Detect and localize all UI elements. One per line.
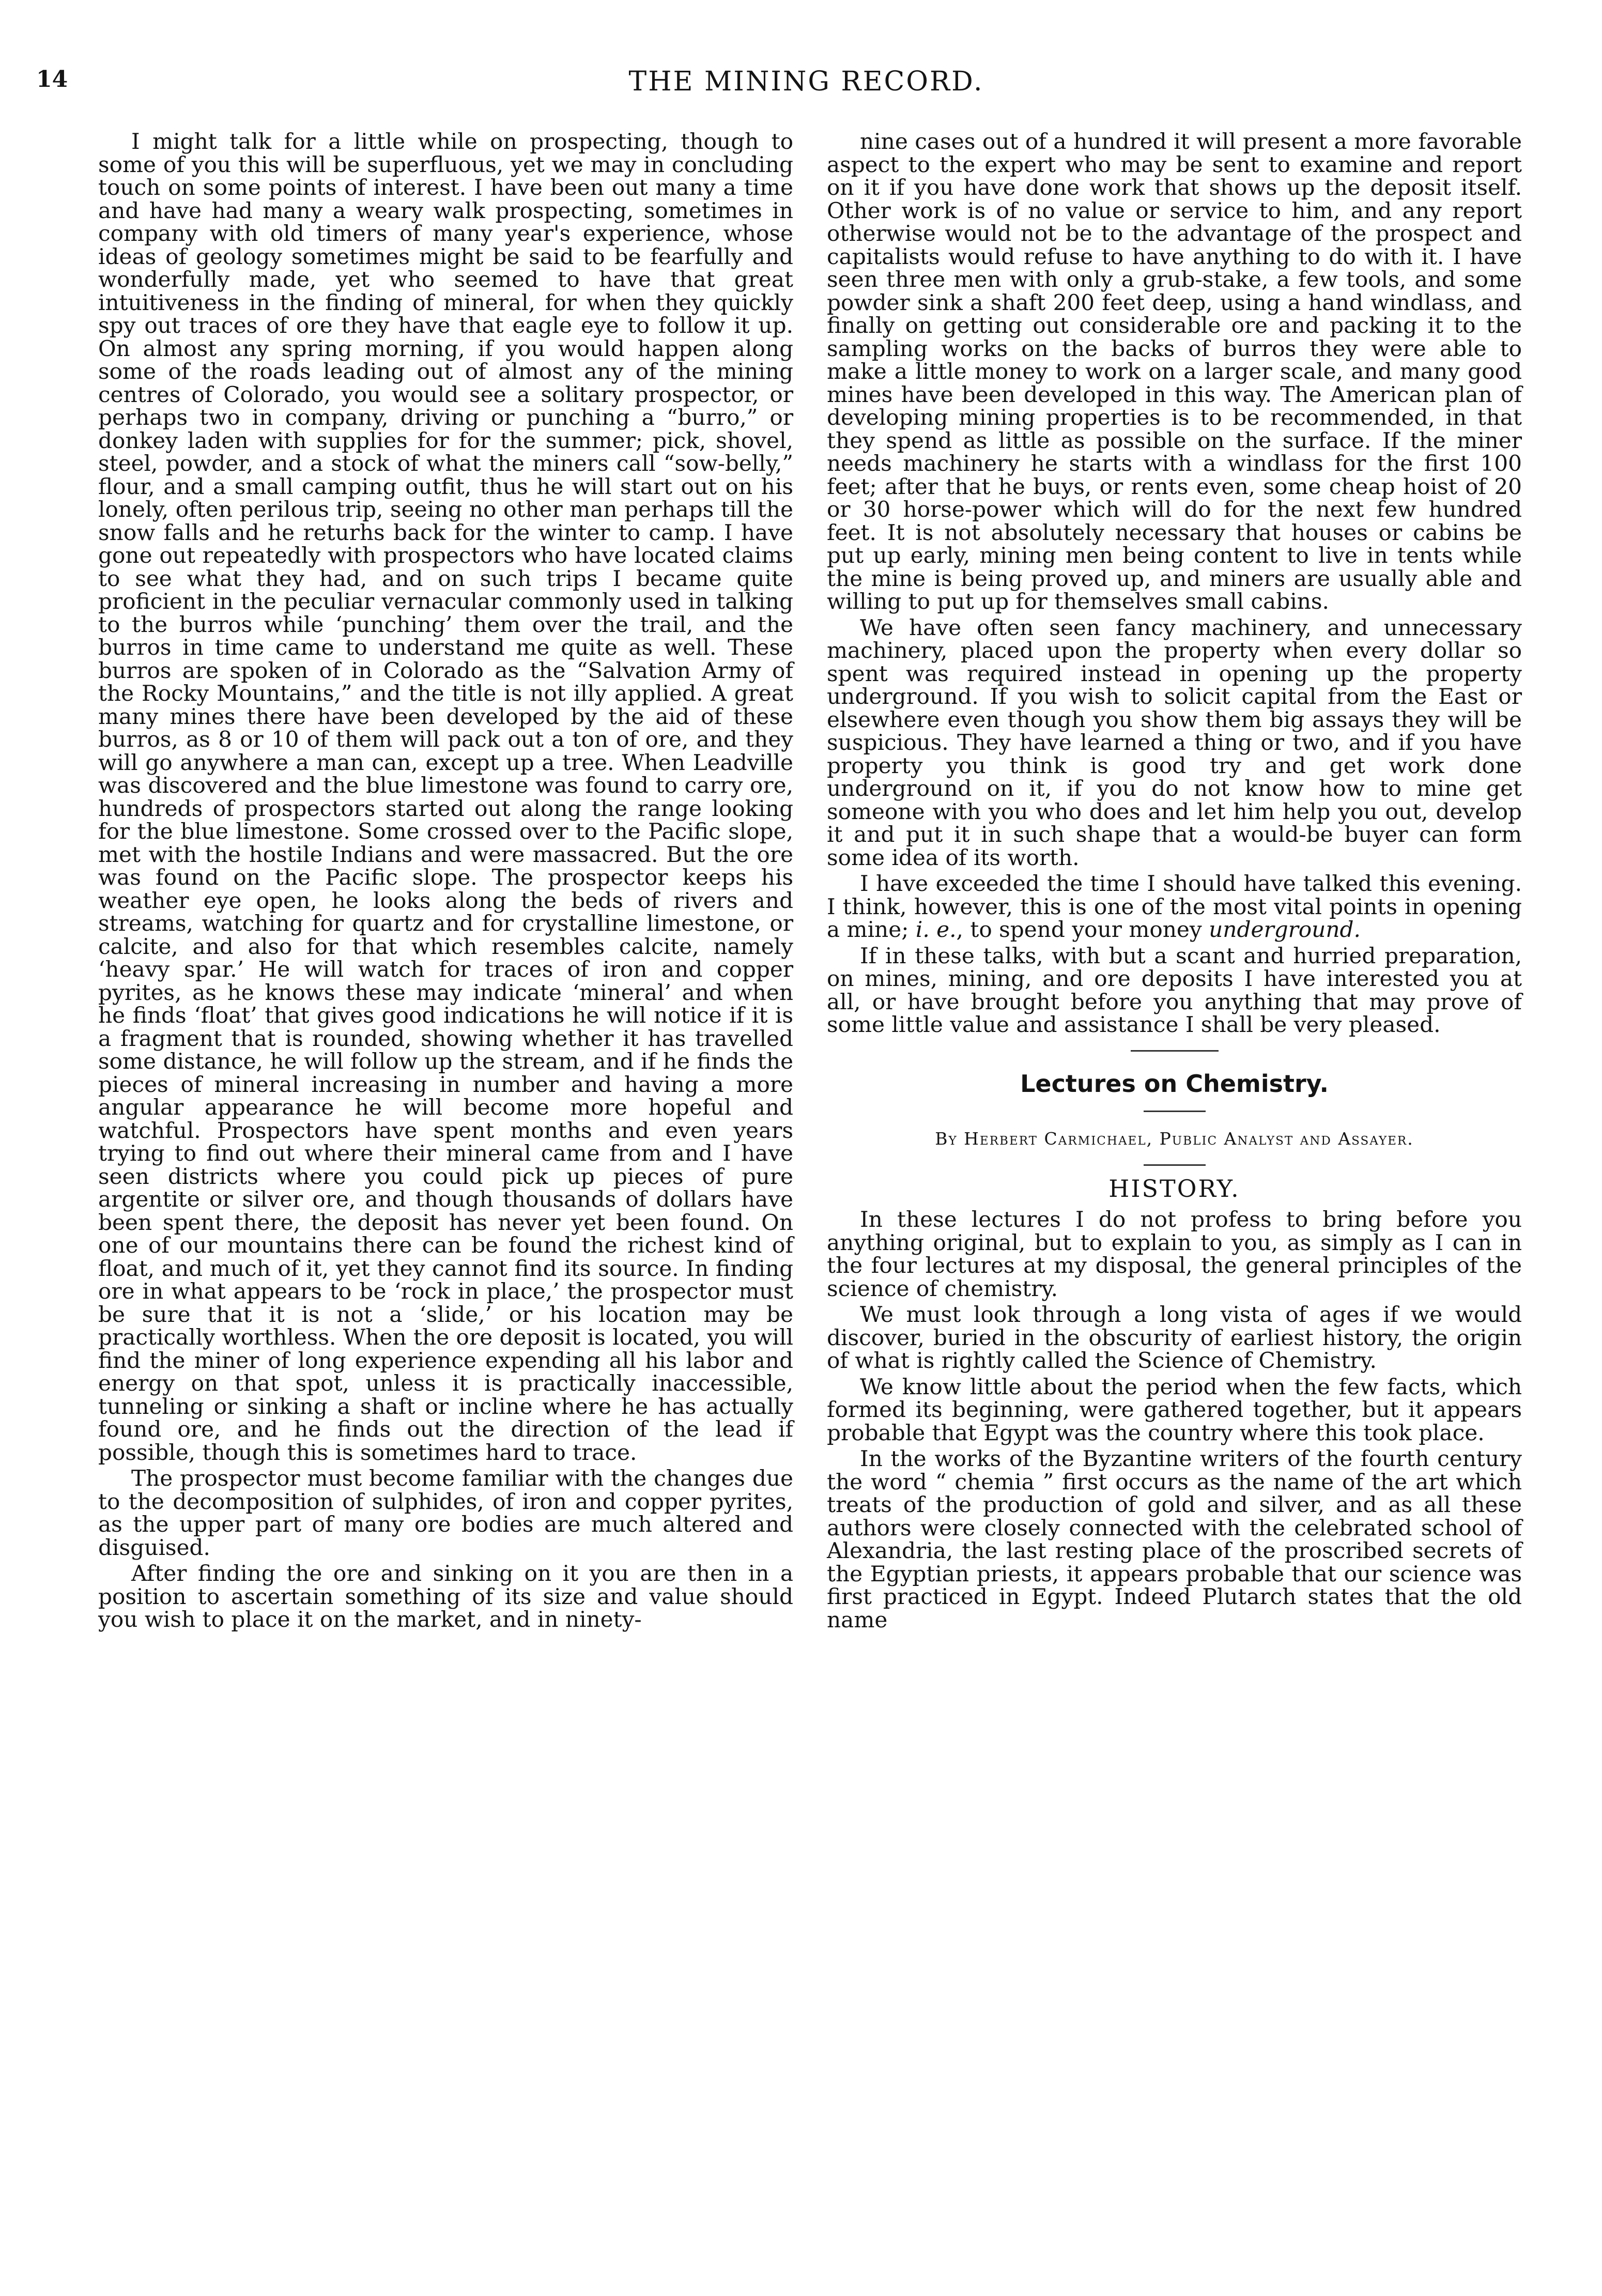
author-byline: By Herbert Carmichael, Public Analyst and Assayer. [935,1129,1414,1149]
chemistry-paragraph-vista: We must look through a long vista of ages if we would discover, buried in the obscurity of earliest history, the origin of what is rightly called the Science of Chemistry. [827,1302,1522,1373]
final-paragraph: If in these talks, with but a scant and hurried preparation, on mines, mining, and ore deposits I have interested you at all, or have brought before you anything that may prove of some little value and assistance I shall be very pleased. [827,943,1522,1037]
left-column [98,130,793,1631]
development-paragraph: nine cases out of a hundred it will present a more favorable aspect to the expert who may be sent to examine and report on it if you have done work that shows up the deposit itself. Other work is of no value or service to him, and any report otherwise would not be to the advantage of the prospect and capitalists would refuse to have anything to do with it. I have seen three men with only a grub-stake, a few tools, and some powder sink a shaft 200 feet deep, using a hand windlass, and finally on getting out considerable ore and packing it to the sampling works on the backs of burros they were able to make a little money to work on a larger scale, and many good mines have been developed in this way. The American plan of developing mining properties is to be recommended, in that they spend as little as possible on the surface. If the miner needs machinery he starts with a windlass for the first 100 feet; after that he buys, or rents even, some cheap hoist of 20 or 30 horse-power which will do for the next few hundred feet. It is not absolutely necessary that houses or cabins be put up early, mining men being content to live in tents while the mine is being proved up, and miners are usually able and willing to put up for themselves small cabins. [827,129,1522,614]
journal-title: THE MINING RECORD. [628,66,984,97]
sinking-paragraph: After finding the ore and sinking on it you are then in a position to ascertain something of its size and value should you wish to place it on the market, and in ninety- [98,1561,793,1632]
machinery-paragraph: We have often seen fancy machinery, and unnecessary machinery, placed upon the property when every dollar so spent was required instead in opening up the property underground. If you wish to solicit capital from the East or elsewhere even though you show them big assays they will be suspicious. They have learned a thing or two, and if you have property you think is good try and get work done underground on it, if you do not know how to mine get someone with you who does and let him help you out, develop it and put it in such shape that a would-be buyer can form some idea of its worth. [827,614,1522,870]
chemistry-paragraph-byzantine: In the works of the Byzantine writers of the fourth century the word “ chemia ” first occurs as the name of the art which treats of the production of gold and silver, and as all these authors were closely connected with the celebrated school of Alexandria, the last resting place of the proscribed secrets of the Egyptian priests, it appears probable that our science was first practiced in Egypt. Indeed Plutarch states that the old name [827,1446,1522,1632]
title-rule [1144,1111,1206,1112]
chemistry-paragraph-egypt: We know little about the period when the few facts, which formed its beginning, were gathered together, but it appears probable that Egypt was the country where this took place. [827,1374,1522,1445]
chemistry-section-title: Lectures on Chemistry. [1020,1069,1329,1098]
closing-ie: i. e. [915,917,957,942]
page-number: 14 [36,66,68,93]
right-column [827,130,1522,1631]
section-divider [1131,1050,1219,1052]
closing-text-mid: , to spend your money [956,917,1202,942]
closing-paragraph [827,872,1522,942]
closing-underground: underground. [1209,917,1361,942]
history-heading: HISTORY. [1108,1174,1240,1203]
chemistry-paragraph-intro: In these lectures I do not profess to bring before you anything original, but to explain to you, as simply as I can in the four lectures at my disposal, the general principles of the science of chemistry. [827,1207,1522,1301]
prospecting-paragraph: I might talk for a little while on prospecting, though to some of you this will be superfluous, yet we may in concluding touch on some points of interest. I have been out many a time and have had many a weary walk prospecting, sometimes in company with old timers of many year's experience, whose ideas of geology sometimes might be said to be fearfully and wonderfully made, yet who seemed to have that great intuitiveness in the finding of mineral, for when they quickly spy out traces of ore they have that eagle eye to follow it up. On almost any spring morning, if you would happen along some of the roads leading out of almost any of the mining centres of Colorado, you would see a solitary prospector, or perhaps two in company, driving or punching a “burro,” or donkey laden with supplies for for the summer; pick, shovel, steel, powder, and a stock of what the miners call “sow-belly,” flour, and a small camping outfit, thus he will start out on his lonely, often perilous trip, seeing no other man perhaps till the snow falls and he returhs back for the winter to camp. I have gone out repeatedly with prospectors who have located claims to see what they had, and on such trips I became quite proficient in the peculiar vernacular commonly used in talking to the burros while ‘punching’ them over the trail, and the burros in time came to understand me quite as well. These burros are spoken of in Colorado as the “Salvation Army of the Rocky Mountains,” and the title is not illy applied. A great many mines there have been developed by the aid of these burros, as 8 or 10 of them will pack out a ton of ore, and they will go anywhere a man can, except up a tree. When Leadville was discovered and the blue limestone was found to carry ore, hundreds of prospectors started out along the range looking for the blue limestone. Some crossed over to the Pacific slope, met with the hostile Indians and were massacred. But the ore was found on the Pacific slope. The prospector keeps his weather eye open, he looks along the beds of rivers and streams, watching for quartz and for crystalline limestone, or calcite, and also for that which resembles calcite, namely ‘heavy spar.’ He will watch for traces of iron and copper pyrites, as he knows these may indicate ‘mineral’ and when he finds ‘float’ that gives good indications he will notice if it is a fragment that is rounded, showing whether it has travelled some distance, he will follow up the stream, and if he finds the pieces of mineral increasing in number and having a more angular appearance he will become more hopeful and watchful. Prospectors have spent months and even years trying to find out where their mineral came from and I have seen districts where you could pick up pieces of pure argentite or silver ore, and though thousands of dollars have been spent there, the deposit has never yet been found. On one of our mountains there can be found the richest kind of float, and much of it, yet they cannot find its source. In finding ore in what appears to be ‘rock in place,’ the prospector must be sure that it is not a ‘slide,’ or his location may be practically worthless. When the ore deposit is located, you will find the miner of long experience expending all his labor and energy on that spot, unless it is practically inaccessible, tunneling or sinking a shaft or incline where he has actually found ore, and he finds out the direction of the lead if possible, though this is sometimes hard to trace. [98,129,793,1465]
closing-text-start: I have exceeded the time I should have talked this evening. I think, however, this is one of the most vital points in opening a mine; [827,871,1522,942]
sulphides-paragraph: The prospector must become familiar with the changes due to the decomposition of sulphides, of iron and copper pyrites, as the upper part of many ore bodies are much altered and disguised. [98,1466,793,1560]
page-header [36,66,1576,107]
byline-rule [1144,1164,1206,1166]
